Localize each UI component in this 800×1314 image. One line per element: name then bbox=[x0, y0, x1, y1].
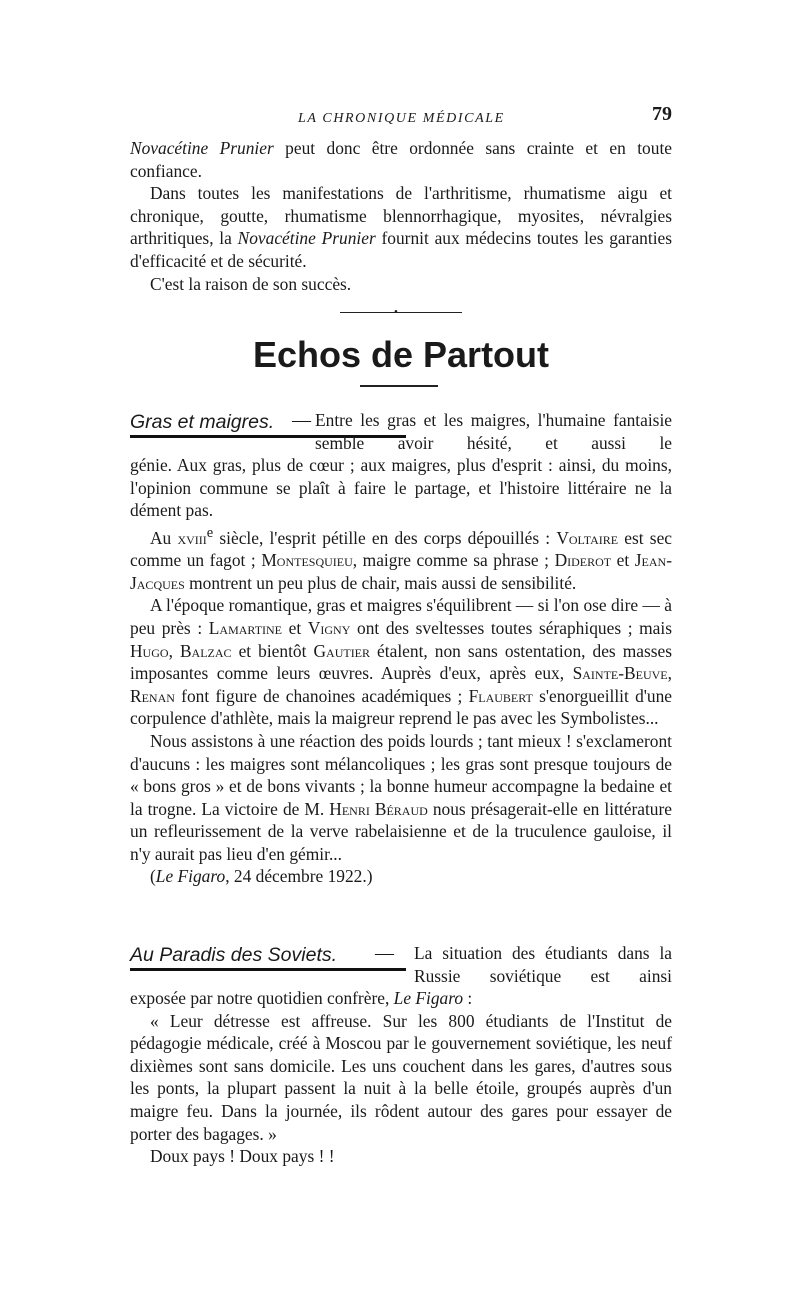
page-number: 79 bbox=[652, 103, 672, 125]
paragraph-text: s'enorgueillit d'une corpulence d'athlète, mais la maigreur reprend le pas avec les Symbolistes... bbox=[130, 685, 673, 729]
echo-paragraph bbox=[130, 522, 672, 595]
newspaper-name: Le Figaro bbox=[155, 866, 226, 887]
paragraph-text: Au bbox=[150, 527, 178, 548]
author-name: Montesquieu bbox=[261, 550, 353, 571]
author-name: Renan bbox=[130, 685, 175, 706]
echo-paragraph: Doux pays ! Doux pays ! ! bbox=[150, 1146, 335, 1167]
echo-paragraph: génie. Aux gras, plus de cœur ; aux maigres, plus d'esprit : ainsi, du moins, l'opinion commune se plaît à faire le partage, et l'histoire littéraire ne la dément pas. bbox=[130, 455, 672, 521]
echo-body bbox=[130, 454, 672, 888]
section-divider bbox=[340, 312, 462, 313]
author-name: Balzac bbox=[179, 640, 232, 661]
paragraph-text: siècle, l'esprit pétille en des corps dépouillés : bbox=[213, 527, 557, 548]
intro-paragraph bbox=[130, 137, 672, 182]
echo-dash: — bbox=[375, 943, 394, 964]
century: xviii bbox=[177, 527, 207, 548]
paragraph-text: , bbox=[667, 663, 672, 684]
newspaper-name: Le Figaro bbox=[393, 988, 464, 1008]
century-suffix: e bbox=[206, 524, 214, 541]
paragraph-text: nous présagerait-elle en littérature un refleurissement de la verve rabelaisienne et de la truculence gauloise, il n'y aurait pas lieu d'en gémir... bbox=[130, 798, 672, 864]
echo-body bbox=[130, 987, 672, 1168]
author-name: Lamartine bbox=[208, 617, 283, 638]
echo-paragraph bbox=[130, 594, 672, 730]
paragraph-text: Nous assistons à une réaction des poids lourds ; tant mieux ! s'exclameront d'aucuns : les maigres sont mélancoliques ; les gras sont presque toujours de « bons gros » et de bons vivants ; la bonne humeur accompagne la bedaine et la trogne. La victoire de M. bbox=[130, 730, 672, 819]
echo-lead-text: Entre les gras et les maigres, l'humaine fantaisie semble avoir hésité, et aussi le bbox=[315, 410, 672, 453]
echo-paragraph bbox=[130, 987, 672, 1010]
divider-ornament: • bbox=[394, 306, 398, 318]
source-date: , 24 décembre 1922.) bbox=[225, 866, 373, 887]
running-head: LA CHRONIQUE MÉDICALE bbox=[298, 111, 505, 126]
author-name: Henri Béraud bbox=[329, 798, 428, 819]
paragraph-text: exposée par notre quotidien confrère, bbox=[130, 988, 394, 1008]
echo-label-rule bbox=[130, 968, 406, 971]
paragraph-text: et bbox=[611, 550, 635, 571]
intro-text bbox=[130, 137, 672, 295]
paragraph-text: montrent un peu plus de chair, mais aussi de sensibilité. bbox=[184, 572, 577, 593]
paragraph-text: font figure de chanoines académiques ; bbox=[174, 685, 469, 706]
echo-label: Gras et maigres. bbox=[130, 411, 275, 433]
echo-heading bbox=[130, 942, 672, 987]
product-name: Novacétine Prunier bbox=[237, 228, 376, 249]
product-name: Novacétine Prunier bbox=[130, 138, 274, 158]
echo-dash: — bbox=[292, 410, 311, 431]
echo-heading bbox=[130, 409, 672, 454]
paragraph-text: , maigre comme sa phrase ; bbox=[352, 550, 555, 571]
paragraph-text: et bbox=[282, 617, 308, 638]
paragraph-text: : bbox=[463, 988, 473, 1008]
author-name: Vigny bbox=[307, 617, 351, 638]
title-underline bbox=[360, 385, 438, 387]
paragraph-text: fournit aux médecins toutes les garanties d'efficacité et de sécurité. bbox=[130, 228, 673, 271]
author-name: Gautier bbox=[313, 640, 371, 661]
paragraph-text: peut donc être ordonnée sans crainte et en toute confiance. bbox=[130, 138, 673, 181]
echo-paradis-des-soviets bbox=[130, 942, 672, 1168]
paragraph-text: est sec comme un fagot ; bbox=[130, 527, 673, 571]
paragraph-text: A l'époque romantique, gras et maigres s'équilibrent — si l'on ose dire — à peu près : bbox=[130, 595, 672, 638]
paragraph-text: étalent, non sans ostentation, des masses imposantes comme leurs œuvres. Auprès d'eux, après eux, bbox=[130, 640, 672, 684]
echo-label: Au Paradis des Soviets. bbox=[130, 944, 338, 966]
echo-lead-text: La situation des étudiants dans la Russie soviétique est ainsi bbox=[414, 943, 672, 986]
paragraph-text: , bbox=[168, 640, 180, 661]
source-paren: ( bbox=[150, 866, 156, 887]
echo-source bbox=[130, 865, 672, 888]
echo-quote: « Leur détresse est affreuse. Sur les 800 étudiants de l'Institut de pédagogie médicale, créé à Moscou par le gouvernement soviétique, les neuf dixièmes sont sans domicile. Les uns couchent dans les gares, d'autres sous les ponts, la plupart passent la nuit à la belle étoile, groupés auprès d'un maigre feu. Dans la journée, ils rôdent autour des gares pour essayer de porter des bagages. » bbox=[130, 1010, 672, 1144]
intro-paragraph bbox=[130, 182, 672, 272]
paragraph-text: Dans toutes les manifestations de l'arthritisme, rhumatisme aigu et chronique, goutte, rhumatisme blennorrhagique, myosites, névralgies arthritiques, la bbox=[130, 183, 672, 249]
author-name: Hugo bbox=[130, 640, 169, 661]
author-name: Diderot bbox=[554, 550, 612, 571]
intro-paragraph: C'est la raison de son succès. bbox=[150, 273, 352, 294]
paragraph-text: et bientôt bbox=[231, 640, 314, 661]
author-name: Sainte-Beuve bbox=[572, 663, 668, 684]
echo-paragraph bbox=[130, 730, 672, 866]
author-name: Jean-Jacques bbox=[130, 550, 672, 593]
page-header bbox=[130, 103, 672, 133]
section-title: Echos de Partout bbox=[252, 334, 550, 375]
paragraph-text: ont des sveltesses toutes séraphiques ; mais bbox=[350, 617, 672, 638]
echo-gras-et-maigres bbox=[130, 409, 672, 888]
author-name: Flaubert bbox=[468, 685, 533, 706]
author-name: Voltaire bbox=[556, 527, 619, 548]
